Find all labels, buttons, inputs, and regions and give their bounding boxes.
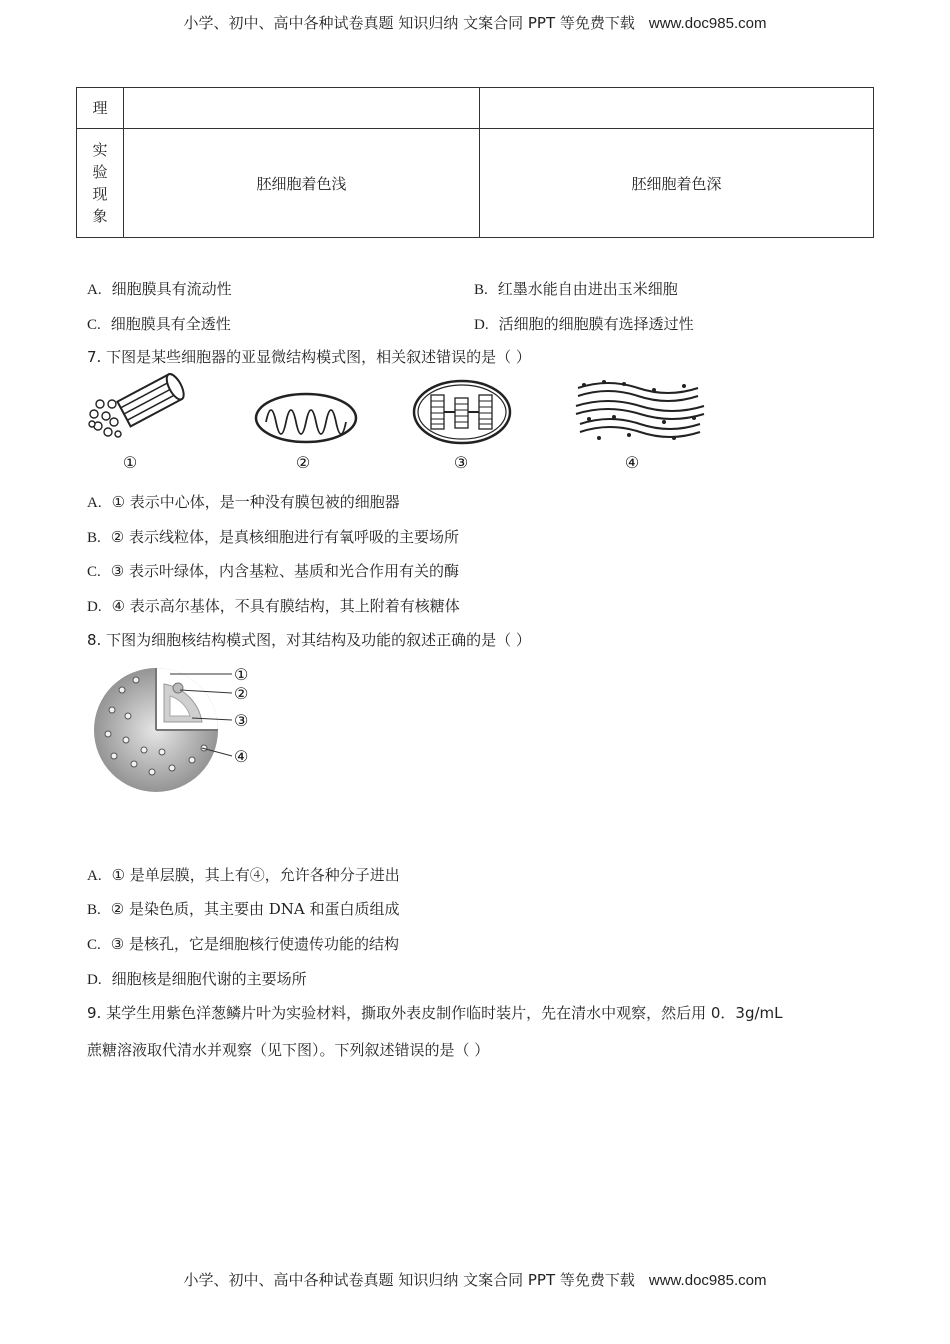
q7-option-d[interactable]: D. ④ 表示高尔基体，不具有膜结构，其上附着有核糖体: [87, 597, 460, 615]
table-row-label: 理: [77, 88, 124, 129]
organelle-figure: [84, 372, 724, 474]
q6-option-d[interactable]: D. 活细胞的细胞膜有选择透过性: [474, 315, 694, 333]
header-text: 小学、初中、高中各种试卷真题 知识归纳 文案合同 PPT 等免费下载: [183, 14, 635, 32]
table-cell: [124, 88, 480, 129]
q6-option-c[interactable]: C. 细胞膜具有全透性: [87, 315, 231, 333]
q8-option-d[interactable]: D. 细胞核是细胞代谢的主要场所: [87, 970, 307, 988]
q8-option-a[interactable]: A. ① 是单层膜，其上有④，允许各种分子进出: [87, 866, 400, 884]
table-cell: 胚细胞着色深: [480, 129, 874, 238]
label-3: ③: [453, 453, 469, 472]
q7-option-c[interactable]: C. ③ 表示叶绿体，内含基粒、基质和光合作用有关的酶: [87, 562, 459, 580]
label-1: ①: [122, 453, 138, 472]
nucleus-label-4: ④: [234, 747, 249, 766]
footer-text: 小学、初中、高中各种试卷真题 知识归纳 文案合同 PPT 等免费下载: [183, 1271, 635, 1289]
footer-url[interactable]: www.doc985.com: [648, 1272, 767, 1289]
nucleus-label-3: ③: [234, 711, 249, 730]
q7-option-a[interactable]: A. ① 表示中心体，是一种没有膜包被的细胞器: [87, 493, 400, 511]
table-row-label: 实验现象: [77, 129, 124, 238]
q8-option-c[interactable]: C. ③ 是核孔，它是细胞核行使遗传功能的结构: [87, 935, 399, 953]
nucleus-figure: [92, 660, 262, 800]
mitochondrion-diagram: [256, 394, 356, 472]
header-url[interactable]: www.doc985.com: [648, 15, 767, 32]
page-header: [0, 12, 950, 33]
table-cell: [480, 88, 874, 129]
q6-option-b[interactable]: B. 红墨水能自由进出玉米细胞: [474, 280, 678, 298]
table-cell: 胚细胞着色浅: [124, 129, 480, 238]
nucleus-label-1: ①: [234, 665, 249, 684]
label-4: ④: [624, 453, 640, 472]
q9-stem-line2: 蔗糖溶液取代清水并观察（见下图）。下列叙述错误的是（ ）: [87, 1041, 490, 1059]
reticulum-diagram: [576, 380, 704, 472]
page-footer: [0, 1269, 950, 1290]
q6-option-a[interactable]: A. 细胞膜具有流动性: [87, 280, 232, 298]
label-2: ②: [295, 453, 311, 472]
q7-option-b[interactable]: B. ② 表示线粒体，是真核细胞进行有氧呼吸的主要场所: [87, 528, 459, 546]
q8-stem: 8. 下图为细胞核结构模式图，对其结构及功能的叙述正确的是（ ）: [87, 631, 531, 649]
centriole-diagram: [89, 372, 187, 472]
nucleus-label-2: ②: [234, 684, 249, 703]
chloroplast-diagram: [414, 381, 510, 472]
q7-stem: 7. 下图是某些细胞器的亚显微结构模式图，相关叙述错误的是（ ）: [87, 348, 531, 366]
q9-stem-line1: 9. 某学生用紫色洋葱鳞片叶为实验材料，撕取外表皮制作临时装片，先在清水中观察，然后用 0．3g/mL: [87, 1004, 783, 1022]
q8-option-b[interactable]: B. ② 是染色质，其主要由 DNA 和蛋白质组成: [87, 900, 400, 918]
experiment-table: [76, 87, 874, 238]
